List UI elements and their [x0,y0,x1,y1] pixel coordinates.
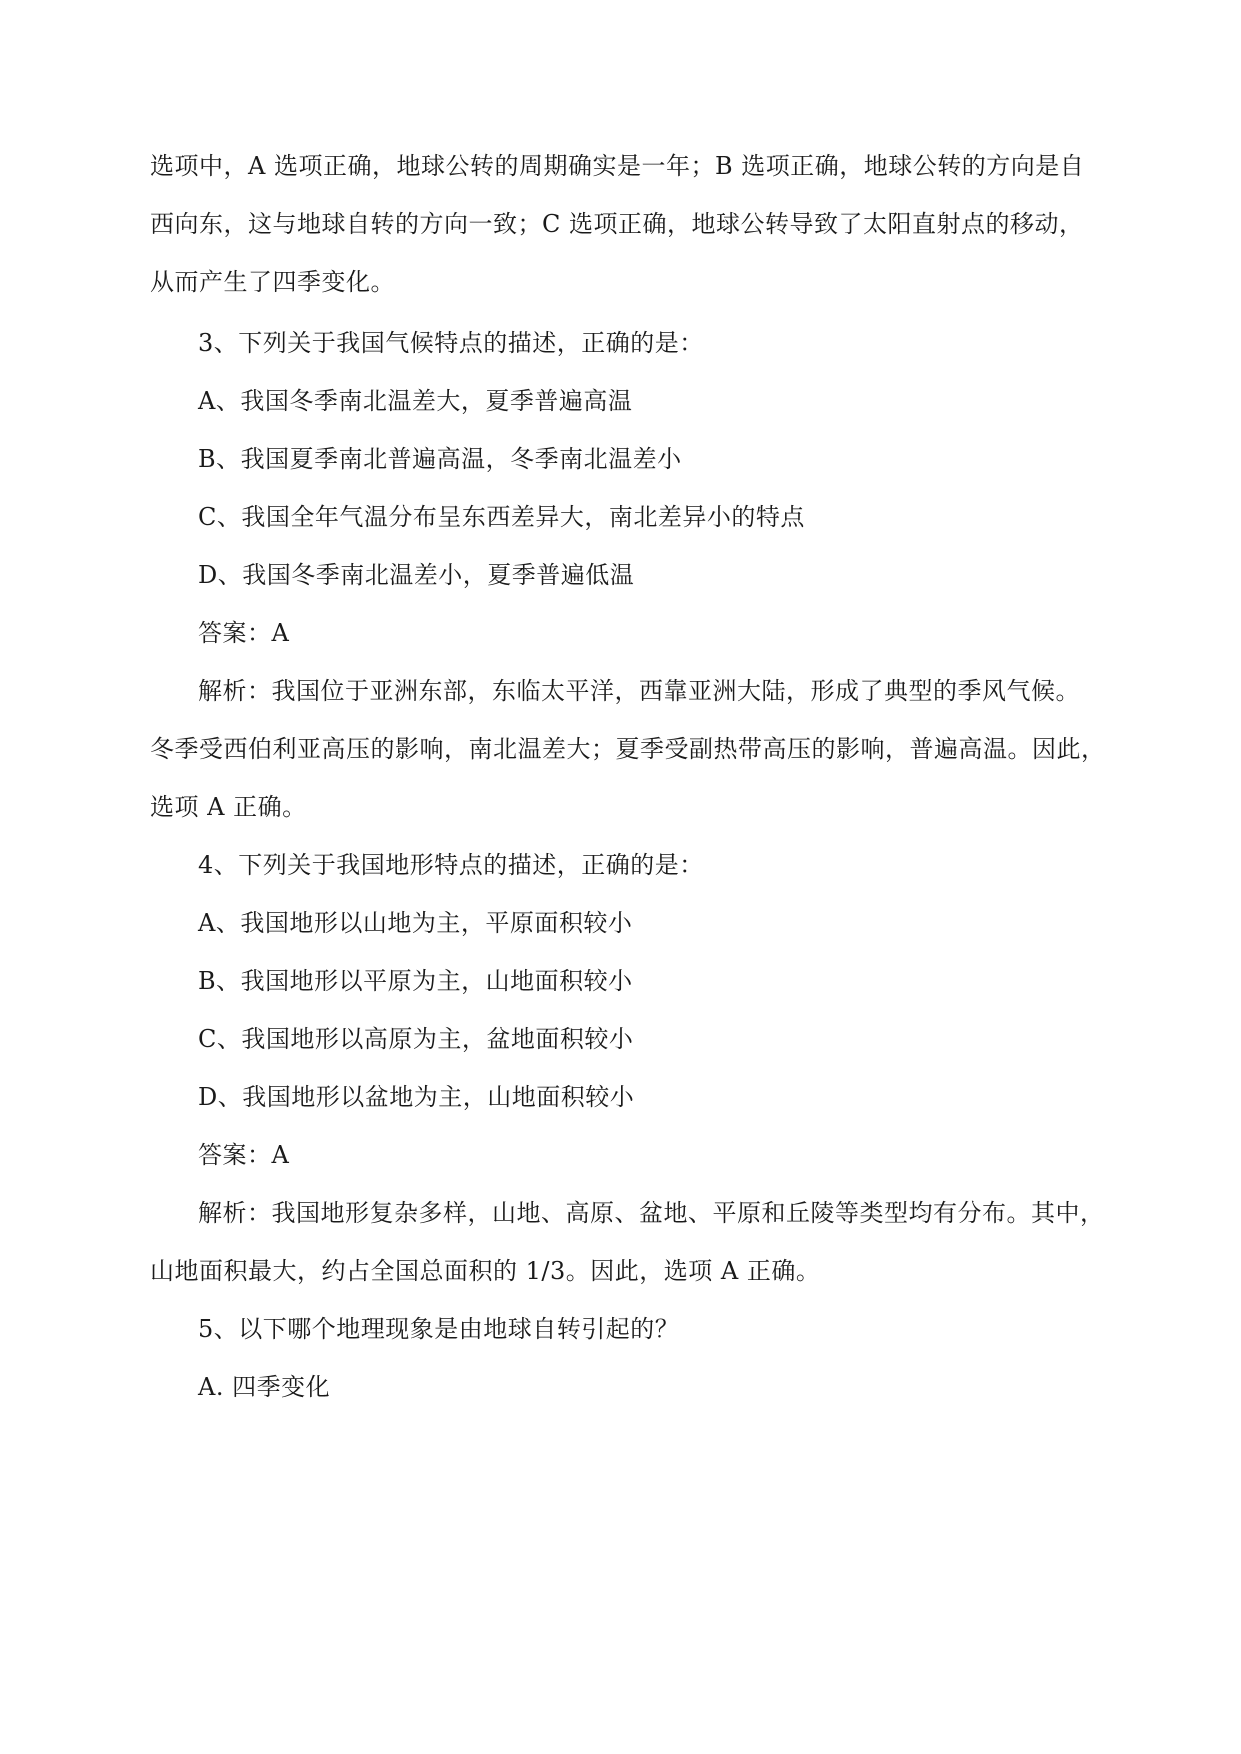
paragraph-line: 选项中，A 选项正确，地球公转的周期确实是一年；B 选项正确，地球公转的方向是自 [150,152,1085,180]
paragraph-line: 西向东，这与地球自转的方向一致；C 选项正确，地球公转导致了太阳直射点的移动， [150,210,1084,238]
option-a: A、我国地形以山地为主，平原面积较小 [198,909,633,937]
option-c: C、我国全年气温分布呈东西差异大，南北差异小的特点 [198,503,805,531]
explanation-4: 解析：我国地形复杂多样，山地、高原、盆地、平原和丘陵等类型均有分布。其中， [198,1199,1105,1227]
question-3: 3、下列关于我国气候特点的描述，正确的是： [198,329,704,357]
option-b: B、我国地形以平原为主，山地面积较小 [198,967,633,995]
explanation-3-cont: 选项 A 正确。 [150,793,307,821]
option-b: B、我国夏季南北普遍高温，冬季南北温差小 [198,445,682,473]
question-4: 4、下列关于我国地形特点的描述，正确的是： [198,851,704,879]
option-a: A. 四季变化 [198,1373,331,1401]
explanation-4-cont: 山地面积最大，约占全国总面积的 1/3。因此，选项 A 正确。 [150,1257,821,1285]
paragraph-line: 从而产生了四季变化。 [150,268,395,296]
explanation-3: 解析：我国位于亚洲东部，东临太平洋，西靠亚洲大陆，形成了典型的季风气候。 [198,677,1080,705]
option-d: D、我国地形以盆地为主，山地面积较小 [198,1083,635,1111]
answer-4: 答案：A [198,1141,290,1169]
option-a: A、我国冬季南北温差大，夏季普遍高温 [198,387,633,415]
option-c: C、我国地形以高原为主，盆地面积较小 [198,1025,634,1053]
explanation-3-cont: 冬季受西伯利亚高压的影响，南北温差大；夏季受副热带高压的影响，普遍高温。因此， [150,735,1106,763]
answer-3: 答案：A [198,619,290,647]
question-5: 5、以下哪个地理现象是由地球自转引起的？ [198,1315,680,1343]
option-d: D、我国冬季南北温差小，夏季普遍低温 [198,561,635,589]
